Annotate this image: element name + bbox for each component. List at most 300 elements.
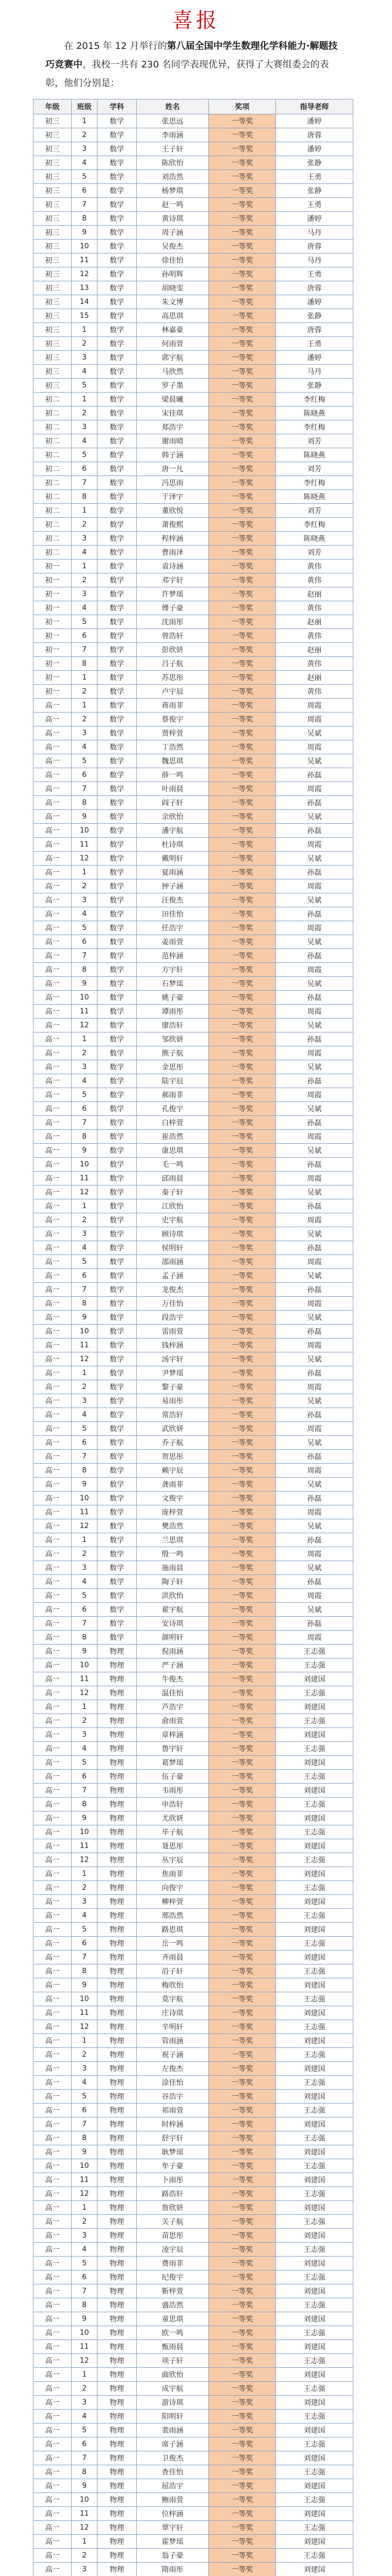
- subject-cell: 数学: [97, 323, 137, 337]
- name-cell: 郝雨菲: [137, 1088, 209, 1102]
- subject-cell: 数学: [97, 1005, 137, 1019]
- subject-cell: 物理: [97, 2340, 137, 2354]
- name-cell: 葛梦瑶: [137, 1756, 209, 1770]
- award-cell: 一等奖: [209, 1464, 276, 1478]
- award-cell: 一等奖: [209, 726, 276, 740]
- name-cell: 岳一鸣: [137, 1937, 209, 1951]
- teacher-cell: 刘建国: [276, 1728, 353, 1742]
- name-cell: 颜明轩: [137, 1631, 209, 1645]
- grade-cell: 初二: [34, 420, 72, 434]
- class-cell: 6: [72, 1102, 97, 1116]
- table-row: [34, 754, 353, 768]
- table-row: [34, 2270, 353, 2284]
- name-cell: 苏思彤: [137, 671, 209, 685]
- subject-cell: 物理: [97, 2368, 137, 2382]
- table-row: [34, 434, 353, 448]
- table-row: [34, 1199, 353, 1213]
- name-cell: 白梓萱: [137, 1116, 209, 1130]
- subject-cell: 数学: [97, 907, 137, 921]
- name-cell: 萧俊熙: [137, 518, 209, 532]
- class-cell: 8: [72, 212, 97, 226]
- table-row: [34, 726, 353, 740]
- name-cell: 高思琪: [137, 309, 209, 323]
- table-row: [34, 1798, 353, 1811]
- class-cell: 3: [72, 1895, 97, 1909]
- class-cell: 3: [72, 2229, 97, 2243]
- award-cell: 一等奖: [209, 671, 276, 685]
- table-row: [34, 1784, 353, 1798]
- grade-cell: 初三: [34, 379, 72, 393]
- subject-cell: 数学: [97, 504, 137, 518]
- teacher-cell: 周霞: [276, 1631, 353, 1645]
- teacher-cell: 王志强: [276, 2020, 353, 2034]
- name-cell: 汤宇轩: [137, 1352, 209, 1366]
- class-cell: 9: [72, 1978, 97, 1992]
- subject-cell: 数学: [97, 1227, 137, 1241]
- teacher-cell: 吴斌: [276, 726, 353, 740]
- class-cell: 3: [72, 1060, 97, 1074]
- class-cell: 12: [72, 1352, 97, 1366]
- subject-cell: 数学: [97, 1366, 137, 1380]
- subject-cell: 数学: [97, 379, 137, 393]
- table-row: [34, 643, 353, 657]
- teacher-cell: 周霞: [276, 963, 353, 977]
- subject-cell: 物理: [97, 2173, 137, 2187]
- name-cell: 汪俊杰: [137, 893, 209, 907]
- page-title: 喜报: [172, 8, 220, 32]
- teacher-cell: 黄伟: [276, 573, 353, 587]
- name-cell: 黎子豪: [137, 1380, 209, 1394]
- table-row: [34, 615, 353, 629]
- grade-cell: 高一: [34, 963, 72, 977]
- class-cell: 3: [72, 420, 97, 434]
- class-cell: 8: [72, 1297, 97, 1311]
- table-row: [34, 1394, 353, 1408]
- award-cell: 一等奖: [209, 1784, 276, 1798]
- name-cell: 俞雨萱: [137, 1714, 209, 1728]
- class-cell: 11: [72, 1839, 97, 1853]
- class-cell: 2: [72, 337, 97, 351]
- teacher-cell: 赵丽: [276, 615, 353, 629]
- award-cell: 一等奖: [209, 1102, 276, 1116]
- class-cell: 8: [72, 2131, 97, 2145]
- award-cell: 一等奖: [209, 1714, 276, 1728]
- award-cell: 一等奖: [209, 852, 276, 866]
- grade-cell: 高一: [34, 1923, 72, 1937]
- table-row: [34, 365, 353, 379]
- grade-cell: 初二: [34, 504, 72, 518]
- grade-cell: 高一: [34, 866, 72, 879]
- grade-cell: 高一: [34, 2020, 72, 2034]
- subject-cell: 数学: [97, 128, 137, 142]
- name-cell: 董欣悦: [137, 504, 209, 518]
- award-cell: 一等奖: [209, 2159, 276, 2173]
- subject-cell: 物理: [97, 1964, 137, 1978]
- teacher-cell: 刘建国: [276, 2201, 353, 2215]
- teacher-cell: 马丹: [276, 365, 353, 379]
- table-row: [34, 2215, 353, 2229]
- award-cell: 一等奖: [209, 754, 276, 768]
- name-cell: 尤欣妍: [137, 1811, 209, 1825]
- grade-cell: 高一: [34, 726, 72, 740]
- teacher-cell: 孙磊: [276, 1325, 353, 1338]
- class-cell: 14: [72, 295, 97, 309]
- class-cell: 8: [72, 1798, 97, 1811]
- teacher-cell: 吴斌: [276, 1269, 353, 1283]
- award-cell: 一等奖: [209, 2493, 276, 2507]
- grade-cell: 高一: [34, 1464, 72, 1478]
- subject-cell: 数学: [97, 490, 137, 504]
- name-cell: 柳梓萱: [137, 1895, 209, 1909]
- grade-cell: 高一: [34, 1951, 72, 1964]
- table-row: [34, 1352, 353, 1366]
- teacher-cell: 周霞: [276, 1172, 353, 1185]
- subject-cell: 物理: [97, 2479, 137, 2493]
- class-cell: 5: [72, 615, 97, 629]
- name-cell: 邱雨晨: [137, 1172, 209, 1185]
- teacher-cell: 周霞: [276, 1088, 353, 1102]
- grade-cell: 高一: [34, 1227, 72, 1241]
- table-row: [34, 198, 353, 212]
- teacher-cell: 孙磊: [276, 1199, 353, 1213]
- subject-cell: 数学: [97, 546, 137, 560]
- name-cell: 邹欣妍: [137, 1032, 209, 1046]
- subject-cell: 数学: [97, 309, 137, 323]
- class-cell: 2: [72, 1547, 97, 1561]
- grade-cell: 高一: [34, 1756, 72, 1770]
- teacher-cell: 孙磊: [276, 1032, 353, 1046]
- award-cell: 一等奖: [209, 963, 276, 977]
- table-row: [34, 2117, 353, 2131]
- award-cell: 一等奖: [209, 1909, 276, 1923]
- table-row: [34, 323, 353, 337]
- name-cell: 沿子轩: [137, 1964, 209, 1978]
- grade-cell: 初二: [34, 518, 72, 532]
- name-cell: 夏雨涵: [137, 866, 209, 879]
- award-cell: 一等奖: [209, 1158, 276, 1172]
- subject-cell: 数学: [97, 560, 137, 573]
- header-class: 班级: [72, 99, 97, 114]
- teacher-cell: 周霞: [276, 1380, 353, 1394]
- class-cell: 3: [72, 351, 97, 365]
- grade-cell: 高一: [34, 1617, 72, 1631]
- table-row: [34, 1839, 353, 1853]
- award-cell: 一等奖: [209, 532, 276, 546]
- teacher-cell: 王志强: [276, 2243, 353, 2257]
- class-cell: 3: [72, 587, 97, 601]
- grade-cell: 高一: [34, 2507, 72, 2521]
- grade-cell: 高一: [34, 2284, 72, 2298]
- subject-cell: 数学: [97, 1450, 137, 1464]
- class-cell: 1: [72, 504, 97, 518]
- class-cell: 12: [72, 2354, 97, 2368]
- table-row: [34, 1088, 353, 1102]
- award-cell: 一等奖: [209, 1547, 276, 1561]
- teacher-cell: 唐蓉: [276, 323, 353, 337]
- table-row: [34, 1909, 353, 1923]
- name-cell: 朱文博: [137, 295, 209, 309]
- table-row: [34, 1005, 353, 1019]
- name-cell: 崔浩然: [137, 1130, 209, 1144]
- class-cell: 7: [72, 2284, 97, 2298]
- subject-cell: 数学: [97, 1422, 137, 1436]
- subject-cell: 数学: [97, 1519, 137, 1533]
- award-cell: 一等奖: [209, 393, 276, 406]
- grade-cell: 高一: [34, 2298, 72, 2312]
- teacher-cell: 刘建国: [276, 2284, 353, 2298]
- class-cell: 1: [72, 393, 97, 406]
- table-row: [34, 2479, 353, 2493]
- table-row: [34, 2382, 353, 2396]
- class-cell: 6: [72, 1770, 97, 1784]
- award-cell: 一等奖: [209, 2312, 276, 2326]
- grade-cell: 高一: [34, 2062, 72, 2076]
- grade-cell: 高一: [34, 1311, 72, 1325]
- table-row: [34, 351, 353, 365]
- award-cell: 一等奖: [209, 1088, 276, 1102]
- teacher-cell: 王志强: [276, 1992, 353, 2006]
- teacher-cell: 王志强: [276, 1825, 353, 1839]
- teacher-cell: 刘建国: [276, 2507, 353, 2521]
- class-cell: 9: [72, 1311, 97, 1325]
- table-row: [34, 1116, 353, 1130]
- grade-cell: 高一: [34, 2535, 72, 2549]
- table-row: [34, 921, 353, 935]
- grade-cell: 高一: [34, 2117, 72, 2131]
- class-cell: 3: [72, 1227, 97, 1241]
- teacher-cell: 吴斌: [276, 754, 353, 768]
- subject-cell: 物理: [97, 2437, 137, 2451]
- name-cell: 段浩宇: [137, 1311, 209, 1325]
- table-row: [34, 713, 353, 726]
- table-row: [34, 546, 353, 560]
- subject-cell: 数学: [97, 253, 137, 267]
- table-row: [34, 2521, 353, 2535]
- subject-cell: 数学: [97, 212, 137, 226]
- table-row: [34, 1631, 353, 1645]
- award-cell: 一等奖: [209, 1422, 276, 1436]
- class-cell: 6: [72, 935, 97, 949]
- table-row: [34, 2243, 353, 2257]
- subject-cell: 数学: [97, 1311, 137, 1325]
- subject-cell: 物理: [97, 2354, 137, 2368]
- awards-table-head: [34, 99, 353, 114]
- grade-cell: 高一: [34, 1352, 72, 1366]
- grade-cell: 初一: [34, 643, 72, 657]
- table-row: [34, 2131, 353, 2145]
- teacher-cell: 王志强: [276, 2465, 353, 2479]
- grade-cell: 高一: [34, 1338, 72, 1352]
- grade-cell: 高一: [34, 1645, 72, 1658]
- table-row: [34, 1158, 353, 1172]
- teacher-cell: 李红梅: [276, 420, 353, 434]
- subject-cell: 物理: [97, 2493, 137, 2507]
- name-cell: 易雨彤: [137, 1394, 209, 1408]
- grade-cell: 初三: [34, 240, 72, 253]
- table-row: [34, 2465, 353, 2479]
- award-cell: 一等奖: [209, 1046, 276, 1060]
- grade-cell: 高一: [34, 1825, 72, 1839]
- name-cell: 任浩宇: [137, 921, 209, 935]
- name-cell: 卫俊杰: [137, 2451, 209, 2465]
- subject-cell: 物理: [97, 1700, 137, 1714]
- class-cell: 1: [72, 1700, 97, 1714]
- teacher-cell: 陈晓燕: [276, 406, 353, 420]
- table-row: [34, 2020, 353, 2034]
- teacher-cell: 赵丽: [276, 671, 353, 685]
- table-row: [34, 1686, 353, 1700]
- subject-cell: 数学: [97, 1603, 137, 1617]
- subject-cell: 数学: [97, 198, 137, 212]
- name-cell: 于泽宇: [137, 490, 209, 504]
- subject-cell: 数学: [97, 1088, 137, 1102]
- name-cell: 覃宇轩: [137, 2521, 209, 2535]
- teacher-cell: 孙磊: [276, 907, 353, 921]
- header-subject: 学科: [97, 99, 137, 114]
- award-cell: 一等奖: [209, 365, 276, 379]
- grade-cell: 初三: [34, 114, 72, 128]
- name-cell: 霍梦瑶: [137, 2535, 209, 2549]
- table-row: [34, 1422, 353, 1436]
- grade-cell: 高一: [34, 1436, 72, 1450]
- header-award: 奖项: [209, 99, 276, 114]
- teacher-cell: 马丹: [276, 253, 353, 267]
- subject-cell: 物理: [97, 2243, 137, 2257]
- name-cell: 焦雨菲: [137, 1867, 209, 1881]
- class-cell: 7: [72, 643, 97, 657]
- class-cell: 2: [72, 2549, 97, 2563]
- teacher-cell: 孙磊: [276, 866, 353, 879]
- subject-cell: 数学: [97, 448, 137, 462]
- table-row: [34, 2006, 353, 2020]
- grade-cell: 初三: [34, 351, 72, 365]
- class-cell: 4: [72, 1241, 97, 1255]
- teacher-cell: 周霞: [276, 1297, 353, 1311]
- class-cell: 2: [72, 2215, 97, 2229]
- award-cell: 一等奖: [209, 281, 276, 295]
- teacher-cell: 刘建国: [276, 1923, 353, 1937]
- class-cell: 2: [72, 1213, 97, 1227]
- class-cell: 4: [72, 1074, 97, 1088]
- name-cell: 陆宇辰: [137, 1074, 209, 1088]
- award-cell: 一等奖: [209, 448, 276, 462]
- award-cell: 一等奖: [209, 212, 276, 226]
- subject-cell: 数学: [97, 977, 137, 991]
- name-cell: 顾诗琪: [137, 1227, 209, 1241]
- table-row: [34, 991, 353, 1005]
- table-row: [34, 309, 353, 323]
- subject-cell: 数学: [97, 685, 137, 699]
- subject-cell: 数学: [97, 1478, 137, 1492]
- name-cell: 卜雨彤: [137, 2173, 209, 2187]
- subject-cell: 物理: [97, 1895, 137, 1909]
- subject-cell: 物理: [97, 1881, 137, 1895]
- subject-cell: 数学: [97, 1032, 137, 1046]
- subject-cell: 数学: [97, 295, 137, 309]
- class-cell: 5: [72, 379, 97, 393]
- subject-cell: 数学: [97, 1130, 137, 1144]
- table-row: [34, 142, 353, 156]
- subject-cell: 物理: [97, 1853, 137, 1867]
- grade-cell: 初一: [34, 615, 72, 629]
- grade-cell: 高一: [34, 1658, 72, 1672]
- subject-cell: 物理: [97, 1811, 137, 1825]
- teacher-cell: 孙磊: [276, 949, 353, 963]
- award-cell: 一等奖: [209, 2020, 276, 2034]
- class-cell: 1: [72, 671, 97, 685]
- subject-cell: 数学: [97, 1185, 137, 1199]
- award-cell: 一等奖: [209, 1923, 276, 1937]
- grade-cell: 高一: [34, 2549, 72, 2563]
- class-cell: 2: [72, 573, 97, 587]
- grade-cell: 初二: [34, 546, 72, 560]
- name-cell: 詹欣妍: [137, 2201, 209, 2215]
- grade-cell: 初三: [34, 323, 72, 337]
- class-cell: 3: [72, 2396, 97, 2410]
- subject-cell: 物理: [97, 1742, 137, 1756]
- teacher-cell: 刘建国: [276, 1784, 353, 1798]
- award-cell: 一等奖: [209, 573, 276, 587]
- table-row: [34, 1561, 353, 1575]
- class-cell: 7: [72, 1116, 97, 1130]
- name-cell: 何雨萱: [137, 337, 209, 351]
- table-row: [34, 295, 353, 309]
- grade-cell: 初一: [34, 587, 72, 601]
- table-row: [34, 2424, 353, 2437]
- class-cell: 9: [72, 810, 97, 824]
- table-row: [34, 1533, 353, 1547]
- name-cell: 童思琪: [137, 2312, 209, 2326]
- subject-cell: 数学: [97, 1408, 137, 1422]
- teacher-cell: 刘建国: [276, 2563, 353, 2576]
- class-cell: 10: [72, 824, 97, 838]
- class-cell: 4: [72, 740, 97, 754]
- teacher-cell: 刘建国: [276, 2340, 353, 2354]
- subject-cell: 物理: [97, 2257, 137, 2270]
- class-cell: 7: [72, 949, 97, 963]
- grade-cell: 高一: [34, 699, 72, 713]
- award-cell: 一等奖: [209, 1394, 276, 1408]
- award-cell: 一等奖: [209, 114, 276, 128]
- class-cell: 3: [72, 142, 97, 156]
- table-row: [34, 1046, 353, 1060]
- grade-cell: 高一: [34, 2479, 72, 2493]
- grade-cell: 高一: [34, 1032, 72, 1046]
- subject-cell: 数学: [97, 1617, 137, 1631]
- grade-cell: 高一: [34, 1408, 72, 1422]
- award-cell: 一等奖: [209, 1019, 276, 1032]
- class-cell: 4: [72, 907, 97, 921]
- subject-cell: 物理: [97, 2465, 137, 2479]
- award-cell: 一等奖: [209, 2034, 276, 2048]
- subject-cell: 数学: [97, 782, 137, 796]
- grade-cell: 高一: [34, 2187, 72, 2201]
- table-row: [34, 671, 353, 685]
- table-row: [34, 1881, 353, 1895]
- subject-cell: 物理: [97, 2145, 137, 2159]
- teacher-cell: 吴斌: [276, 1144, 353, 1158]
- table-row: [34, 156, 353, 170]
- table-row: [34, 963, 353, 977]
- class-cell: 8: [72, 657, 97, 671]
- table-row: [34, 1617, 353, 1631]
- teacher-cell: 刘芳: [276, 462, 353, 476]
- name-cell: 乔子航: [137, 1436, 209, 1450]
- teacher-cell: 孙磊: [276, 1617, 353, 1631]
- award-cell: 一等奖: [209, 2479, 276, 2493]
- award-cell: 一等奖: [209, 2076, 276, 2090]
- name-cell: 谢雨晴: [137, 434, 209, 448]
